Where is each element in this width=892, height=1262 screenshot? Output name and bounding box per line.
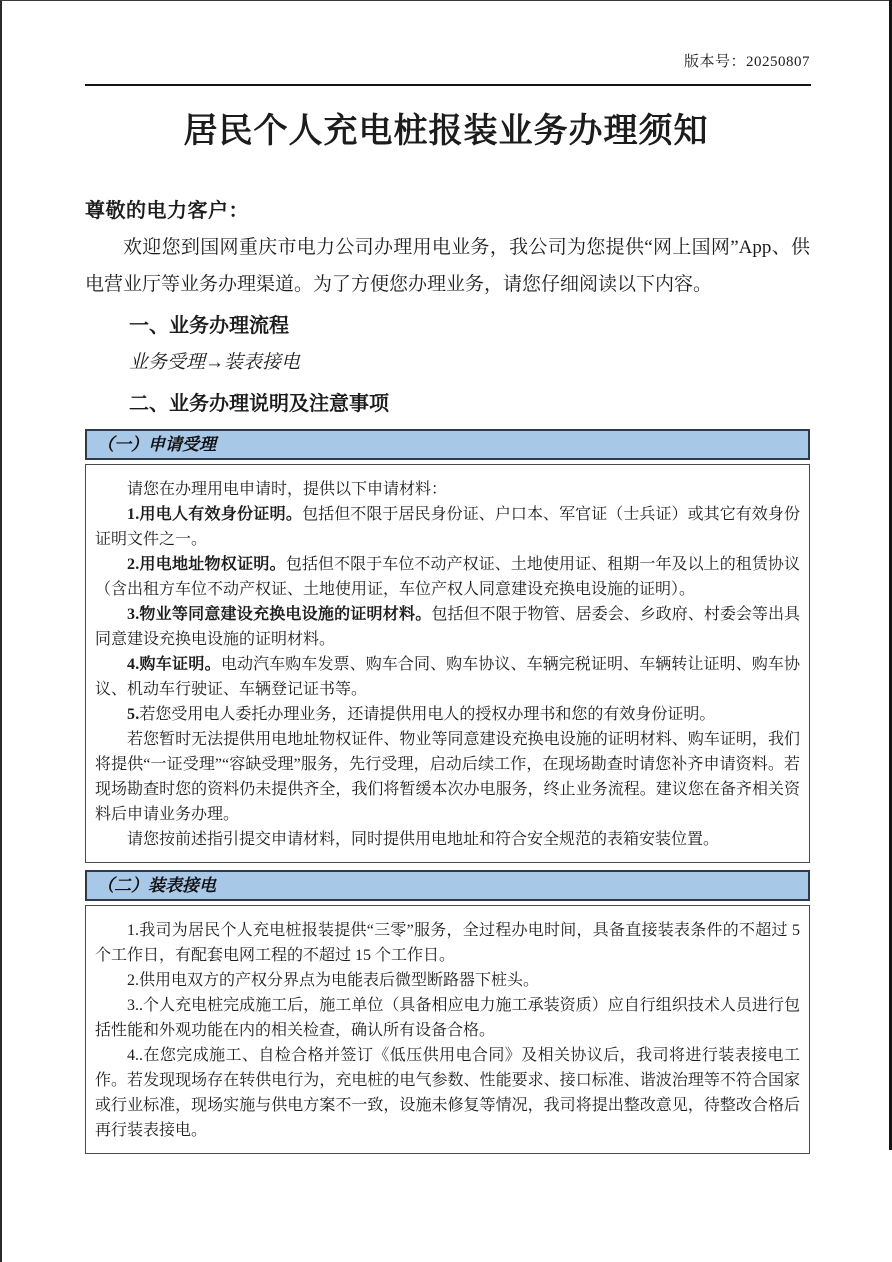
page-title: 居民个人充电桩报装业务办理须知 (183, 112, 709, 150)
paragraph (95, 477, 800, 502)
paragraph (95, 918, 800, 968)
paragraph (95, 968, 800, 993)
paragraph-text: 请您在办理用电申请时，提供以下申请材料： (127, 481, 448, 498)
subsection-header-application: （一）申请受理 (85, 429, 810, 460)
paragraph-text: 电动汽车购车发票、购车合同、购车协议、车辆完税证明、车辆转让证明、购车协议、机动车行驶证、车辆登记证书等。 (95, 656, 800, 698)
paragraph-text: 包括但不限于居民身份证、户口本、军官证（士兵证）或其它有效身份证明文件之一。 (95, 506, 800, 548)
section-heading-1: 一、业务办理流程 (129, 315, 289, 337)
header-rule (85, 84, 811, 86)
paragraph-lead: 4.购车证明。 (127, 656, 221, 673)
subsection-box-meter (85, 905, 810, 1154)
paragraph (95, 602, 800, 652)
paragraph (95, 1043, 800, 1143)
intro-paragraph: 欢迎您到国网重庆市电力公司办理用电业务，我公司为您提供“网上国网”App、供电营业厅等业务办理渠道。为了方便您办理业务，请您仔细阅读以下内容。 (85, 237, 810, 295)
paragraph (95, 827, 800, 852)
paragraph-lead: 2.用电地址物权证明。 (127, 556, 286, 573)
subsection-box-application (85, 464, 810, 863)
paragraph-text: 包括但不限于车位不动产权证、土地使用证、租期一年及以上的租赁协议（含出租方车位不动产权证、土地使用证，车位产权人同意建设充换电设施的证明）。 (95, 556, 800, 598)
paragraph (95, 552, 800, 602)
paragraph-lead: 5. (127, 706, 140, 723)
scan-edge-left (0, 0, 2, 1262)
paragraph-text: 若您暂时无法提供用电地址物权证件、物业等同意建设充换电设施的证明材料、购车证明，我们将提供“一证受理”“容缺受理”服务，先行受理，启动后续工作，在现场勘查时请您补齐申请资料。若现场勘查时您的资料仍未提供齐全，我们将暂缓本次办电服务，终止业务流程。建议您在备齐相关资料后申请业务办理。 (95, 731, 800, 823)
document-body (85, 194, 810, 1154)
paragraph-text: 1.我司为居民个人充电桩报装提供“三零”服务，全过程办电时间，具备直接装表条件的不超过 5 个工作日，有配套电网工程的不超过 15 个工作日。 (95, 922, 800, 964)
paragraph (95, 702, 800, 727)
paragraph-text: 若您受用电人委托办理业务，还请提供用电人的授权办理书和您的有效身份证明。 (139, 706, 716, 723)
paragraph-text: 包括但不限于物管、居委会、乡政府、村委会等出具同意建设充换电设施的证明材料。 (95, 606, 800, 648)
paragraph-lead: 3.物业等同意建设充换电设施的证明材料。 (127, 606, 432, 623)
paragraph-text: 4..在您完成施工、自检合格并签订《低压供用电合同》及相关协议后，我司将进行装表接电工作。若发现现场存在转供电行为，充电桩的电气参数、性能要求、接口标准、谐波治理等不符合国家或行业标准，现场实施与供电方案不一致，设施未修复等情况，我司将提出整改意见，待整改合格后再行装表接电。 (95, 1047, 800, 1139)
paragraph (95, 652, 800, 702)
paragraph-text: 2.供用电双方的产权分界点为电能表后微型断路器下桩头。 (127, 972, 540, 989)
paragraph-lead: 1.用电人有效身份证明。 (127, 506, 303, 523)
paragraph-text: 请您按前述指引提交申请材料，同时提供用电地址和符合安全规范的表箱安装位置。 (127, 831, 720, 848)
process-flow-line: 业务受理→装表接电 (129, 352, 301, 373)
scan-edge-top (0, 0, 892, 1)
paragraph (95, 993, 800, 1043)
paragraph-text: 3..个人充电桩完成施工后，施工单位（具备相应电力施工承装资质）应自行组织技术人员进行包括性能和外观功能在内的相关检查，确认所有设备合格。 (95, 997, 800, 1039)
subsection-header-meter: （二）装表接电 (85, 870, 810, 901)
paragraph (95, 502, 800, 552)
salutation: 尊敬的电力客户： (85, 200, 249, 222)
version-number: 版本号：20250807 (683, 54, 810, 70)
paragraph (95, 727, 800, 827)
section-heading-2: 二、业务办理说明及注意事项 (129, 393, 389, 415)
